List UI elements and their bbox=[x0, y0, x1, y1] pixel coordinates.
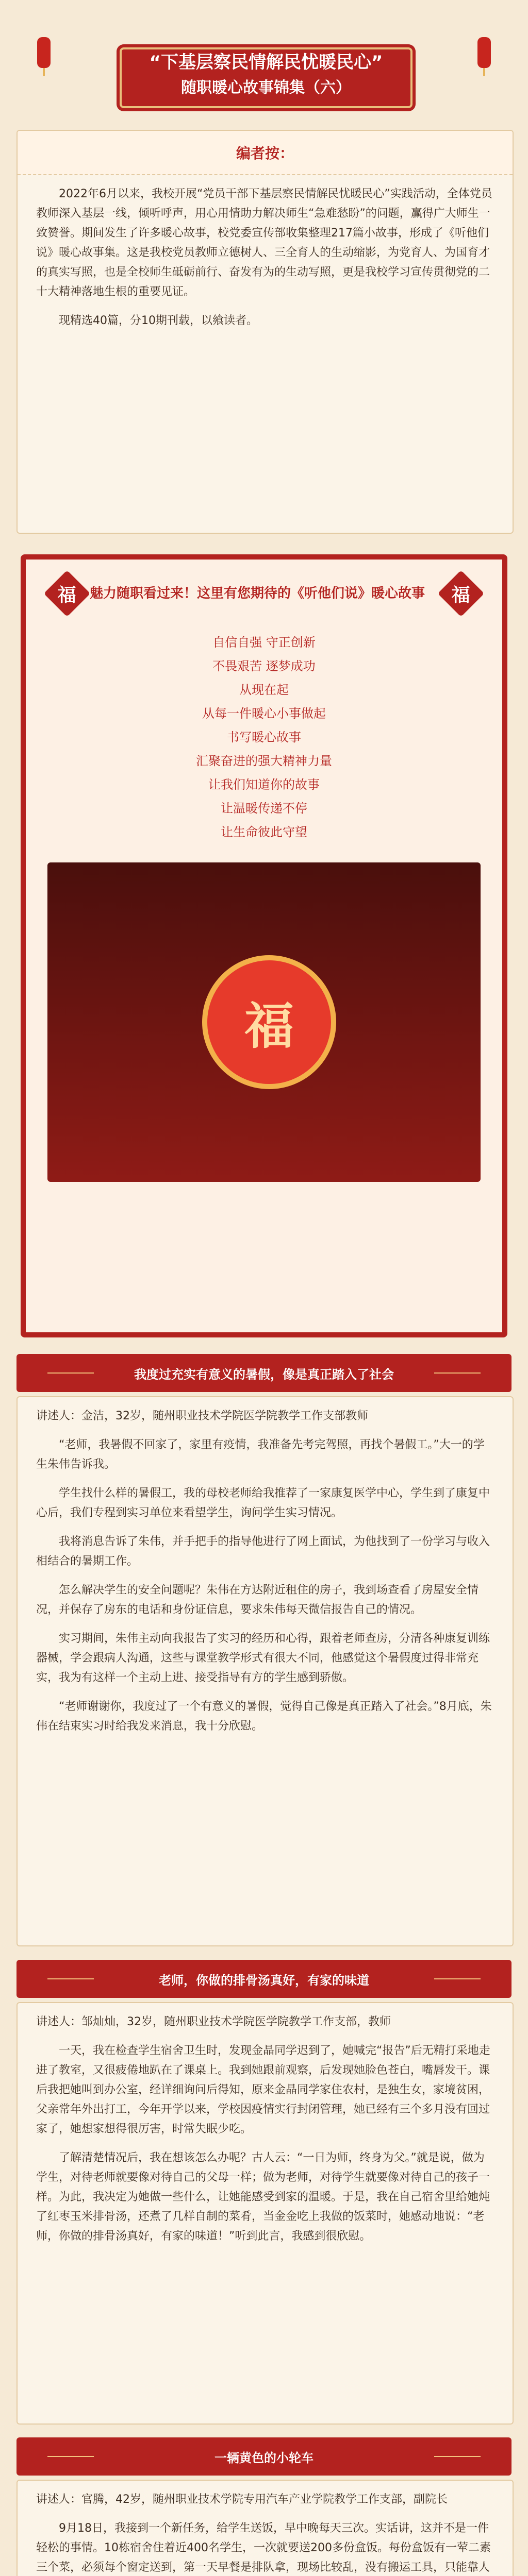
banner-line bbox=[47, 1372, 94, 1374]
fu-decoration-image bbox=[47, 862, 481, 1182]
banner-line bbox=[434, 1978, 481, 1979]
story-title: 我度过充实有意义的暑假，像是真正踏入了社会 bbox=[134, 1367, 394, 1382]
story-section bbox=[16, 2480, 514, 2576]
story-title: 老师，你做的排骨汤真好，有家的味道 bbox=[159, 1973, 369, 1988]
story-narrator: 讲述人：邹灿灿，32岁，随州职业技术学院医学院教学工作支部，教师 bbox=[36, 2015, 391, 2028]
banner-line bbox=[434, 1372, 481, 1374]
banner-line bbox=[47, 2456, 94, 2457]
poem-line: 书写暖心故事 bbox=[227, 730, 301, 744]
poem-line: 从每一件暖心小事做起 bbox=[202, 706, 326, 721]
poem-lines bbox=[26, 631, 502, 844]
story-title-banner bbox=[16, 1354, 512, 1392]
story-section bbox=[16, 1396, 514, 1946]
story-body bbox=[18, 1397, 513, 1757]
story-paragraph: 9月18日，我接到一个新任务，给学生送饭，早中晚每天三次。实话讲，这并不是一件轻松的事情。10栋宿舍住着近400名学生，一次就要送200多份盒饭。每份盒饭有一荤二素三个菜，必须每个窗定送到，第一天早餐是排队拿，现场比较乱，没有搬运工具，只能靠人 bbox=[36, 2522, 491, 2574]
poem-panel bbox=[21, 554, 507, 1337]
story-narrator: 讲述人：金洁，32岁，随州职业技术学院医学院教学工作支部教师 bbox=[36, 1410, 368, 1422]
story-body bbox=[18, 2003, 513, 2267]
story-body bbox=[18, 2481, 513, 2576]
story-paragraph: 怎么解决学生的安全问题呢？朱伟在方达附近租住的房子，我到场查看了房屋安全情况，并保存了房东的电话和身份证信息，要求朱伟每天微信报告自己的情况。 bbox=[36, 1584, 479, 1616]
story-paragraph: “老师谢谢你，我度过了一个有意义的暑假，觉得自己像是真正踏入了社会。”8月底，朱伟在结束实习时给我发来消息，我十分欣慰。 bbox=[36, 1700, 492, 1733]
lantern-decoration bbox=[37, 37, 51, 68]
banner-line bbox=[434, 2456, 481, 2457]
story-title: 一辆黄色的小轮车 bbox=[214, 2450, 314, 2465]
poem-line: 从现在起 bbox=[239, 683, 289, 697]
story-title-banner bbox=[16, 2437, 512, 2476]
story-title-banner bbox=[16, 1960, 512, 1998]
poem-line: 让温暖传递不停 bbox=[221, 801, 307, 816]
fu-character: 福 bbox=[244, 997, 294, 1055]
story-paragraph: 一天，我在检查学生宿舍卫生时，发现金晶同学迟到了，她喊完“报告”后无精打采地走进了教室，又很疲倦地趴在了课桌上。我到她跟前观察，后发现她脸色苍白，嘴唇发干。课后我把她叫到办公室，经详细询问后得知，原来金晶同学家住农村，是独生女，家境贫困，父亲常年外出打工，今年开学以来，学校因疫情实行封闭管理，她已经有三个多月没有回过家了，她想家想得很厉害，时常失眠少吃。 bbox=[36, 2044, 490, 2136]
story-section bbox=[16, 2002, 514, 2425]
editor-note-header bbox=[18, 131, 513, 175]
poem-intro-text: 魅力随职看过来！这里有您期待的《听他们说》暖心故事 bbox=[90, 586, 425, 601]
story-paragraph: 学生找什么样的暑假工，我的母校老师给我推荐了一家康复医学中心，学生到了康复中心后，我们专程到实习单位来看望学生，询问学生实习情况。 bbox=[36, 1487, 490, 1519]
editor-note-paragraph: 2022年6月以来，我校开展“党员干部下基层察民情解民忧暖民心”实践活动，全体党员教师深入基层一线，倾听呼声，用心用情助力解决师生“急难愁盼”的问题，赢得广大师生一致赞誉。期间发生了许多暖心故事，校党委宣传部收集整理217篇小故事，形成了《听他们说》暖心故事集。这是我校党员教师立德树人、三全育人的生动缩影，为党育人、为国育才的真实写照，也是全校师生砥砺前行、奋发有为的生动写照，更是我校学习宣传贯彻党的二十大精神落地生根的重要见证。 bbox=[36, 188, 492, 298]
page-title-banner bbox=[120, 47, 412, 108]
page-title: “下基层察民情解民忧暖民心” bbox=[149, 52, 383, 73]
story-paragraph: 了解清楚情况后，我在想该怎么办呢？古人云：“一日为师，终身为父。”就是说，做为学生，对待老师就要像对待自己的父母一样；做为老师，对待学生就要像对待自己的孩子一样。为此，我决定为她做一些什么，让她能感受到家的温暖。于是，我在自己宿舍里给她炖了红枣玉米排骨汤，还煮了几样自制的菜肴，当金金吃上我做的饭菜时，她感动地说：“老师，你做的排骨汤真好，有家的味道！”听到此言，我感到很欣慰。 bbox=[36, 2151, 490, 2243]
fu-character: 福 bbox=[451, 584, 471, 606]
story-paragraph: 实习期间，朱伟主动向我报告了实习的经历和心得，跟着老师查房，分清各种康复训练器械，学会跟病人沟通，这些与课堂教学形式有很大不同，他感觉这个暑假度过得非常充实，我为有这样一个主动上进、接受指导有方的学生感到骄傲。 bbox=[36, 1632, 490, 1684]
editor-note-body bbox=[18, 175, 513, 351]
editor-note-title: 编者按： bbox=[236, 145, 294, 162]
poem-intro bbox=[26, 560, 502, 610]
lantern-decoration bbox=[477, 37, 491, 68]
editor-note-section bbox=[16, 130, 514, 534]
poem-line: 自信自强 守正创新 bbox=[212, 635, 316, 650]
story-paragraph: “老师，我暑假不回家了，家里有疫情，我准备先考完驾照，再找个暑假工。”大一的学生朱伟告诉我。 bbox=[36, 1438, 485, 1471]
fu-badge-right bbox=[438, 570, 485, 617]
page-subtitle: 随职暖心故事锦集（六） bbox=[181, 79, 351, 97]
editor-note-paragraph: 现精选40篇，分10期刊载，以飨读者。 bbox=[59, 314, 258, 327]
poem-line: 汇聚奋进的强大精神力量 bbox=[196, 754, 332, 768]
fu-badge-left bbox=[44, 570, 91, 617]
fu-character: 福 bbox=[57, 584, 77, 606]
fu-circle bbox=[202, 955, 336, 1089]
poem-line: 不畏艰苦 逐梦成功 bbox=[212, 659, 316, 673]
banner-line bbox=[47, 1978, 94, 1979]
story-narrator: 讲述人：官腾，42岁，随州职业技术学院专用汽车产业学院教学工作支部，副院长 bbox=[36, 2493, 448, 2506]
story-paragraph: 我将消息告诉了朱伟，并手把手的指导他进行了网上面试，为他找到了一份学习与收入相结合的暑期工作。 bbox=[36, 1535, 490, 1568]
poem-line: 让生命彼此守望 bbox=[221, 825, 307, 839]
poem-line: 让我们知道你的故事 bbox=[208, 777, 320, 792]
